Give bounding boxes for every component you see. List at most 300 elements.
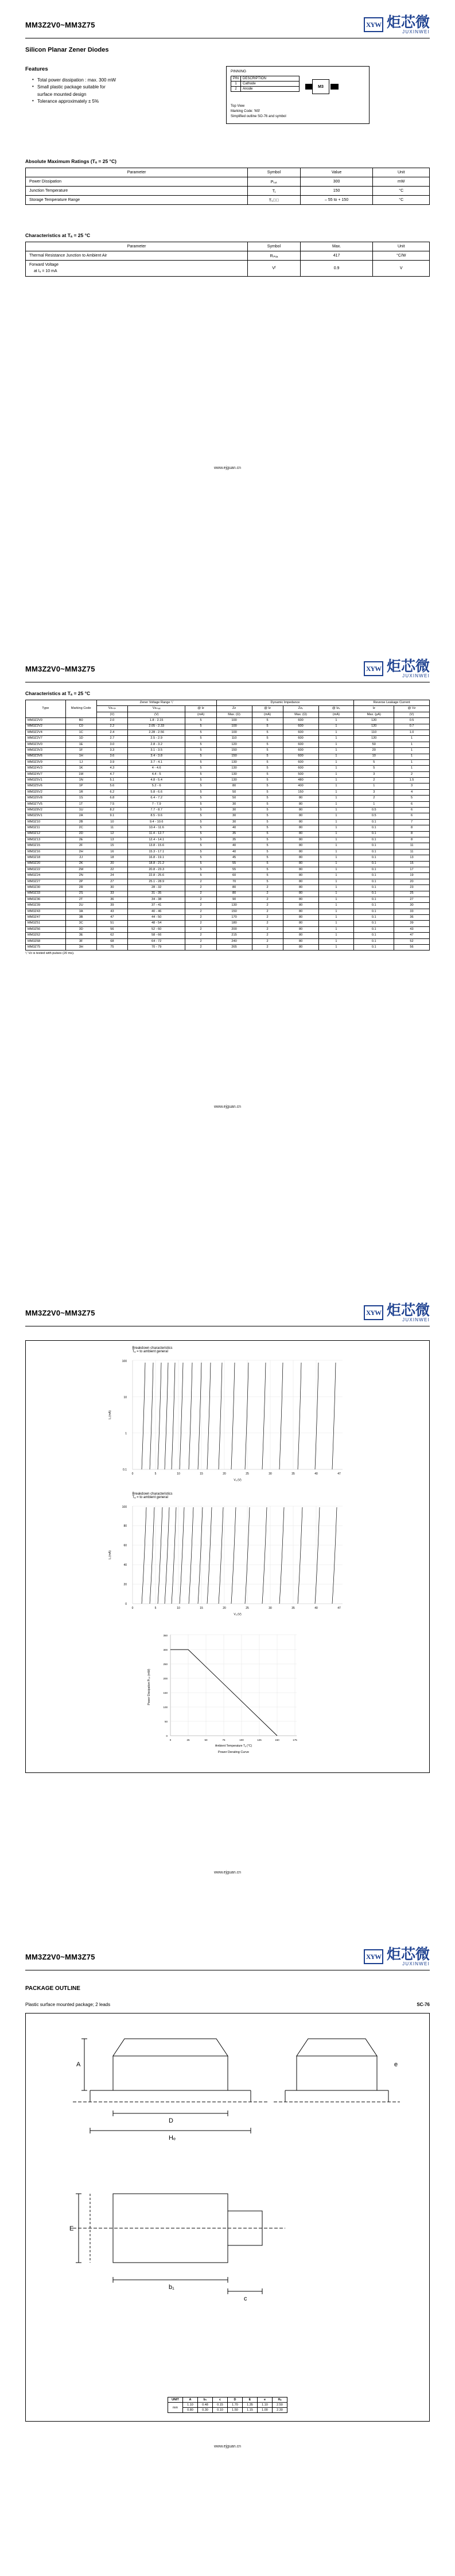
cell-value: 5 <box>185 819 216 825</box>
cell-value: 3H <box>65 945 96 951</box>
cell-type: MM3Z11 <box>26 825 66 831</box>
cell-value: 60 <box>216 873 252 879</box>
cell-value: 120 <box>354 736 394 742</box>
page-3 <box>0 1288 455 1932</box>
cell-value: 1 <box>318 891 354 897</box>
cell-value: 2 <box>185 915 216 921</box>
cell-value: 1 <box>318 801 354 807</box>
table-row <box>26 897 430 902</box>
cell-value: 3B <box>65 915 96 921</box>
svg-text:Vₔ (V): Vₔ (V) <box>233 1613 242 1616</box>
dim-b1-max: 0.48 <box>198 2403 213 2408</box>
package-description: Plastic surface mounted package; 2 leads <box>25 2002 111 2007</box>
col-max: Max. <box>300 242 373 251</box>
table-row <box>26 831 430 837</box>
cell-value: 2 <box>185 938 216 944</box>
cell-value: 170 <box>216 915 252 921</box>
cell-value: 7.5 <box>96 801 127 807</box>
cell-value: 48 - 54 <box>127 921 185 926</box>
cell-value: 33 <box>394 909 430 914</box>
company-logo <box>364 1303 430 1322</box>
svg-text:10: 10 <box>176 1607 180 1610</box>
cell-value: 80 <box>283 921 318 926</box>
cell-value: 1C <box>65 730 96 735</box>
cell-value: 110 <box>354 730 394 735</box>
table-row <box>26 873 430 879</box>
cell-value: 5 <box>252 843 283 849</box>
cell-type: MM3Z2V4 <box>26 730 66 735</box>
cell-value: 11 <box>394 843 430 849</box>
svg-text:Power Derating Curve: Power Derating Curve <box>217 1751 249 1754</box>
svg-text:350: 350 <box>162 1634 168 1637</box>
cell-value: 50 <box>216 789 252 795</box>
cell-type: MM3Z6V2 <box>26 789 66 795</box>
cell-value: 22.8 - 25.6 <box>127 873 185 879</box>
cell-value: 2 <box>185 909 216 914</box>
cell-type: MM3Z51 <box>26 921 66 926</box>
cell-value: 5 <box>185 867 216 872</box>
cell-value: 80 <box>283 831 318 837</box>
cell-value: 3E <box>65 933 96 938</box>
svg-text:35: 35 <box>291 1472 295 1476</box>
cell-value: 1 <box>394 754 430 759</box>
cell-value: 2R <box>65 885 96 891</box>
cell-value: 1T <box>65 801 96 807</box>
cell-value: 30 <box>216 808 252 813</box>
cell-value: 43 <box>394 926 430 932</box>
cell-value: 9.4 - 10.6 <box>127 819 185 825</box>
chars25-table <box>25 242 430 277</box>
col-ir: Iᴢ <box>354 706 394 712</box>
package-body-marking: M3 <box>312 79 329 94</box>
cell-value: 80 <box>283 855 318 861</box>
cell-value: 2K <box>65 861 96 867</box>
cell-value: 2.28 - 2.56 <box>127 730 185 735</box>
package-code: SC-76 <box>417 2002 430 2007</box>
cell-value: B0 <box>65 718 96 724</box>
features-heading: Features <box>25 66 48 72</box>
cell-value: 150 <box>216 748 252 754</box>
svg-text:Power Dissipation Pₜₒₜ (mW): Power Dissipation Pₜₒₜ (mW) <box>147 1669 151 1705</box>
cell-value: 11 <box>96 825 127 831</box>
table-row <box>26 736 430 742</box>
dim-e-max: 1.10 <box>258 2403 273 2408</box>
cell-type: MM3Z75 <box>26 945 66 951</box>
cell-value: 7.7 - 8.7 <box>127 808 185 813</box>
cell-value: 130 <box>216 778 252 783</box>
cell-value: 0.1 <box>354 879 394 884</box>
cell-value: 90 <box>216 897 252 902</box>
cell-type: MM3Z9V1 <box>26 813 66 819</box>
cell-value: 0.1 <box>354 926 394 932</box>
svg-text:150: 150 <box>274 1739 279 1741</box>
cell-type: MM3Z2V0 <box>26 718 66 724</box>
cell-value: 2B <box>65 819 96 825</box>
col-symbol: Symbol <box>248 242 301 251</box>
col-marking-code <box>65 700 96 718</box>
col-parameter: Parameter <box>26 168 248 177</box>
cell-value: 1 <box>318 819 354 825</box>
charts-container <box>25 1340 430 1773</box>
chart3-svg <box>142 1627 314 1759</box>
cell-value: 50 <box>354 742 394 747</box>
cell-value: 0.1 <box>354 837 394 843</box>
table-row <box>26 261 430 277</box>
cell-symbol: Tₛₜ⃒ <box>248 196 301 205</box>
cell-value: 5 <box>252 861 283 867</box>
cell-value: 1 <box>318 783 354 789</box>
svg-text:10: 10 <box>123 1396 127 1399</box>
table-row <box>26 742 430 747</box>
cell-value: 2 <box>185 921 216 926</box>
cell-value: 10 <box>354 754 394 759</box>
svg-text:10: 10 <box>176 1472 180 1476</box>
svg-text:A: A <box>76 2061 80 2068</box>
cell-type: MM3Z43 <box>26 909 66 914</box>
cell-value: 5 <box>252 831 283 837</box>
cell-value: 1 <box>318 808 354 813</box>
cell-unit: V <box>373 261 430 277</box>
cell-value: 35 <box>216 837 252 843</box>
table-row <box>26 730 430 735</box>
cell-value: 56 <box>96 926 127 932</box>
cell-value: 2.8 - 3.2 <box>127 742 185 747</box>
svg-text:15: 15 <box>199 1472 203 1476</box>
col-vz-range: Vᴢₘₐₓ <box>127 706 185 712</box>
characteristics-footnote: ¹⧸ Vᴢ is tested with pulses (20 ms). <box>25 952 75 956</box>
cell-value: 0.1 <box>354 933 394 938</box>
logo-english-name: JUXINWEI <box>402 29 430 34</box>
cell-value: 80 <box>283 843 318 849</box>
cell-value: 4.4 - 5 <box>127 771 185 777</box>
col-parameter: Parameter <box>26 242 248 251</box>
table-row <box>26 251 430 261</box>
pin-header-desc: DESCRIPTION <box>241 76 300 82</box>
cell-value: 3.6 <box>96 754 127 759</box>
col-group-zener-voltage: Zener Voltage Range ¹⧸ <box>96 700 216 706</box>
dim-col-c: c <box>213 2397 228 2403</box>
cell-value: 10 <box>96 819 127 825</box>
cell-value: 1 <box>318 897 354 902</box>
table-row <box>26 759 430 765</box>
cell-value: 1 <box>318 867 354 872</box>
cell-value: 180 <box>216 921 252 926</box>
cell-value: 6 <box>394 813 430 819</box>
cell-value: 0.7 <box>394 724 430 730</box>
cell-value: 6.4 - 7.2 <box>127 796 185 801</box>
dim-A-min: 0.80 <box>183 2408 198 2413</box>
cell-value: 5 <box>185 759 216 765</box>
table-row <box>26 819 430 825</box>
cell-value: 500 <box>283 771 318 777</box>
unit-zz: Max. (Ω) <box>216 712 252 717</box>
cell-value: 5 <box>185 813 216 819</box>
cell-value: 5.2 - 6 <box>127 783 185 789</box>
cell-value: 4.7 <box>96 771 127 777</box>
table-row <box>26 885 430 891</box>
cell-value: 80 <box>283 796 318 801</box>
cell-value: 80 <box>283 885 318 891</box>
cell-value: 5.8 - 6.6 <box>127 789 185 795</box>
cell-value: 5 <box>252 742 283 747</box>
col-marking-code-label: Marking Code <box>71 707 91 711</box>
cell-value: 3.0 <box>96 742 127 747</box>
cell-value: 2.05 - 2.33 <box>127 724 185 730</box>
cell-value: 80 <box>283 825 318 831</box>
cell-value: 5 <box>252 754 283 759</box>
cell-value: 5 <box>185 754 216 759</box>
col-zzk: Zᴢₖ <box>283 706 318 712</box>
dim-col-E: E <box>243 2397 258 2403</box>
cell-value: 19 <box>394 873 430 879</box>
cell-type: MM3Z12 <box>26 831 66 837</box>
cell-value: 70 <box>216 879 252 884</box>
cell-value: 5 <box>185 771 216 777</box>
cell-parameter-line1: Forward Voltage <box>29 263 59 267</box>
svg-text:40: 40 <box>314 1607 318 1610</box>
cell-value: 3F <box>65 938 96 944</box>
table-row <box>26 808 430 813</box>
cell-value: 0.1 <box>354 861 394 867</box>
svg-text:0: 0 <box>165 1735 168 1737</box>
svg-text:80: 80 <box>123 1524 127 1528</box>
col-value: Value <box>300 168 373 177</box>
cell-value: 2D <box>65 831 96 837</box>
cell-value: 1.5 <box>394 778 430 783</box>
cell-value: 47 <box>394 933 430 938</box>
cell-value: 1.0 <box>394 730 430 735</box>
cell-value: 0.5 <box>354 813 394 819</box>
cell-value: 2.5 - 2.9 <box>127 736 185 742</box>
cell-value: 80 <box>283 945 318 951</box>
cell-value: 5 <box>252 748 283 754</box>
svg-text:5: 5 <box>154 1472 156 1476</box>
cell-value: 5 <box>185 837 216 843</box>
cell-value: 0.1 <box>354 867 394 872</box>
svg-text:125: 125 <box>256 1739 262 1741</box>
cell-value: 1 <box>318 813 354 819</box>
cell-value: 0.1 <box>354 843 394 849</box>
cell-value: 80 <box>283 849 318 855</box>
cell-value: 55 <box>216 867 252 872</box>
table-row <box>26 187 430 196</box>
cell-value: 5 <box>252 736 283 742</box>
cell-value: 1E <box>65 742 96 747</box>
cell-value: 2 <box>354 778 394 783</box>
cell-value: 130 <box>216 771 252 777</box>
cell-unit: °C <box>373 187 430 196</box>
logo-english-name: JUXINWEI <box>402 1317 430 1322</box>
cell-value: 5 <box>185 778 216 783</box>
cell-value: 2 <box>252 926 283 932</box>
cell-value: 27 <box>394 897 430 902</box>
table-row <box>26 789 430 795</box>
table-row <box>168 2403 287 2408</box>
cell-value: 2 <box>185 897 216 902</box>
chart2-subtitle: Tₐ = to ambient general <box>132 1496 168 1499</box>
table-row <box>26 945 430 951</box>
cell-unit: mW <box>373 177 430 187</box>
features-list <box>25 77 215 106</box>
svg-text:0: 0 <box>131 1472 133 1476</box>
page-header <box>25 1288 430 1322</box>
table-row <box>26 861 430 867</box>
cell-value: 56 <box>394 945 430 951</box>
cell-type: MM3Z6V8 <box>26 796 66 801</box>
cell-value: 5 <box>252 849 283 855</box>
svg-text:b₁: b₁ <box>168 2284 174 2291</box>
cell-value: 2 <box>185 945 216 951</box>
table-row <box>231 87 300 92</box>
cell-value: 1 <box>318 831 354 837</box>
characteristics-table <box>25 700 430 951</box>
cell-value: 600 <box>283 754 318 759</box>
cell-value: 1P <box>65 783 96 789</box>
cell-value: 80 <box>283 891 318 897</box>
svg-text:100: 100 <box>239 1739 244 1741</box>
cell-value: 5 <box>185 766 216 771</box>
cell-value: 5 <box>252 789 283 795</box>
svg-text:20: 20 <box>222 1472 226 1476</box>
cell-value: 80 <box>216 891 252 897</box>
cell-value: 2 <box>394 771 430 777</box>
cell-value: 1 <box>318 879 354 884</box>
dim-D-min: 1.50 <box>228 2408 243 2413</box>
cell-value: 5 <box>185 825 216 831</box>
svg-text:35: 35 <box>291 1607 295 1610</box>
cell-max: 417 <box>300 251 373 261</box>
cell-value: 240 <box>216 938 252 944</box>
table-row <box>26 855 430 861</box>
cell-value: 5 <box>185 831 216 837</box>
svg-text:20: 20 <box>123 1583 127 1586</box>
table-row <box>26 801 430 807</box>
cell-value: 6 <box>394 808 430 813</box>
svg-text:0: 0 <box>169 1739 171 1741</box>
cell-type: MM3Z3V0 <box>26 742 66 747</box>
cell-value: 40 <box>216 843 252 849</box>
cell-value: 51 <box>96 921 127 926</box>
cell-value: 40 - 46 <box>127 909 185 914</box>
unit-ir: Max. (µA) <box>354 712 394 717</box>
cell-value: 5 <box>185 718 216 724</box>
abs-max-title: Absolute Maximum Ratings (Tₐ = 25 °C) <box>25 158 116 164</box>
cell-value: 2T <box>65 897 96 902</box>
cell-value: 0.1 <box>354 831 394 837</box>
cell-value: 37 - 41 <box>127 903 185 909</box>
cell-value: 3C <box>65 921 96 926</box>
cell-value: 1 <box>394 748 430 754</box>
cell-value: 8 <box>394 825 430 831</box>
cell-value: 58 - 66 <box>127 933 185 938</box>
cell-value: 1 <box>318 789 354 795</box>
cell-value: 0.1 <box>354 819 394 825</box>
cell-value: 0.1 <box>354 873 394 879</box>
dim-He-min: 2.30 <box>273 2408 287 2413</box>
cell-value: 35 <box>216 831 252 837</box>
page-footer: www.ejguan.cn <box>213 2445 242 2449</box>
svg-text:e: e <box>394 2061 398 2068</box>
page-header <box>25 1932 430 1966</box>
cell-type: MM3Z27 <box>26 879 66 884</box>
chart1-svg <box>102 1355 354 1487</box>
cell-value: 80 <box>283 938 318 944</box>
cell-parameter: Junction Temperature <box>26 187 248 196</box>
dim-c-min: 0.10 <box>213 2408 228 2413</box>
dim-E-max: 1.35 <box>243 2403 258 2408</box>
cell-value: 80 <box>283 808 318 813</box>
cell-value: 50 <box>216 796 252 801</box>
cell-value: 2 <box>252 938 283 944</box>
cell-value: 30 <box>96 885 127 891</box>
cell-value: 5 <box>252 837 283 843</box>
cell-value: 15.3 - 17.1 <box>127 849 185 855</box>
feature-item: • Small plastic package suitable for <box>32 84 215 91</box>
svg-text:50: 50 <box>204 1739 208 1741</box>
cell-value: 3.7 - 4.1 <box>127 759 185 765</box>
cell-value: 1 <box>354 801 394 807</box>
table-header-row <box>168 2397 287 2403</box>
cell-value: 0.1 <box>354 945 394 951</box>
dimensions-table <box>168 2397 287 2413</box>
cell-value: 5 <box>252 718 283 724</box>
cell-value: 2U <box>65 903 96 909</box>
col-iz-2: @ Iᴢ <box>252 706 283 712</box>
cell-value: 22 <box>96 867 127 872</box>
svg-text:30: 30 <box>268 1472 272 1476</box>
pinning-table <box>231 76 300 92</box>
cell-value: 18 <box>96 855 127 861</box>
cell-value: 80 <box>216 783 252 789</box>
cell-value: 2 <box>252 945 283 951</box>
cell-value: 80 <box>283 879 318 884</box>
cell-type: MM3Z5V6 <box>26 783 66 789</box>
cell-value: 39 <box>96 903 127 909</box>
cell-value: 36 <box>394 915 430 921</box>
cell-symbol: Rₜₕⱼₐ <box>248 251 301 261</box>
cell-value: 5 <box>252 766 283 771</box>
page-title: MM3Z2V0~MM3Z75 <box>25 1309 95 1317</box>
cell-value: 600 <box>283 742 318 747</box>
svg-text:Hₑ: Hₑ <box>168 2135 176 2142</box>
cell-type: MM3Z3V9 <box>26 759 66 765</box>
cell-value: 2 <box>252 915 283 921</box>
cell-type: MM3Z47 <box>26 915 66 921</box>
cell-value: 0.5 <box>354 808 394 813</box>
cell-value: 11 <box>394 849 430 855</box>
cell-value: 4 <box>394 789 430 795</box>
cell-value: 25.1 - 28.9 <box>127 879 185 884</box>
cell-value: 2 <box>185 903 216 909</box>
cell-value: 5 <box>252 813 283 819</box>
cell-value: 0.1 <box>354 903 394 909</box>
pin-number: 1 <box>231 82 241 87</box>
cell-value: 0.1 <box>354 891 394 897</box>
cell-value: 3A <box>65 909 96 914</box>
cell-value: 18.8 - 21.2 <box>127 861 185 867</box>
logo-chinese-name: 炬芯微 <box>386 1946 430 1962</box>
cell-value: 44 - 50 <box>127 915 185 921</box>
cell-value: 3.4 - 3.8 <box>127 754 185 759</box>
cell-value: 2C <box>65 825 96 831</box>
cell-value: 2P <box>65 879 96 884</box>
cell-type: MM3Z16 <box>26 849 66 855</box>
dim-col-b1: b₁ <box>198 2397 213 2403</box>
cell-value: 4 - 4.6 <box>127 766 185 771</box>
feature-item: surface mounted design <box>37 91 87 97</box>
cell-value: 23 <box>394 885 430 891</box>
cell-value: 0.1 <box>354 915 394 921</box>
